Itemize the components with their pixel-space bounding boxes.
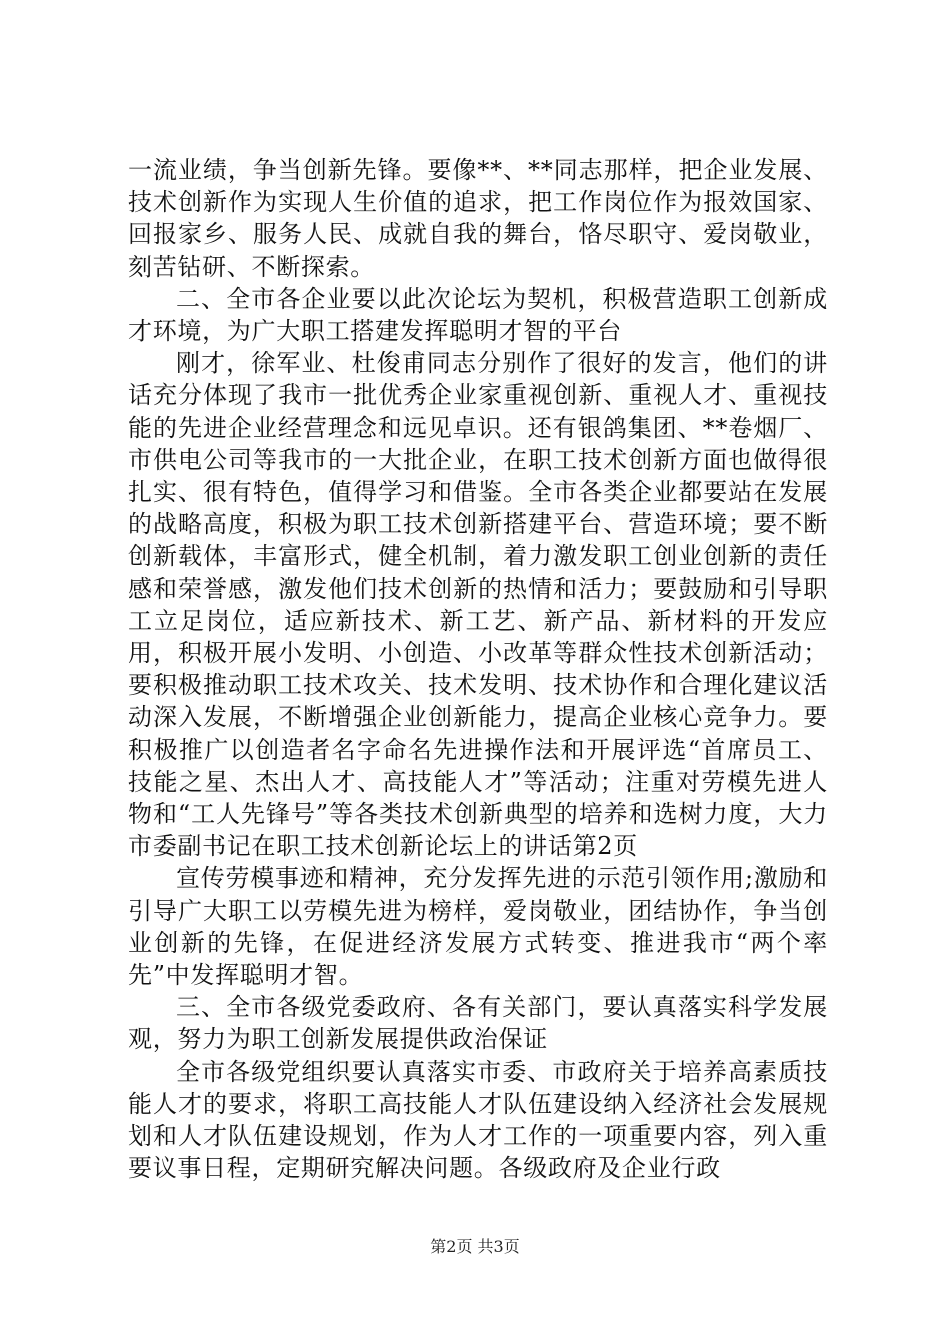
section-heading-3: 三、全市各级党委政府、各有关部门，要认真落实科学发展观，努力为职工创新发展提供政治保证 xyxy=(128,993,828,1054)
document-body xyxy=(128,154,828,1185)
paragraph-continuation: 一流业绩，争当创新先锋。要像**、**同志那样，把企业发展、技术创新作为实现人生价值的追求，把工作岗位作为报效国家、回报家乡、服务人民、成就自我的舞台，恪尽职守、爱岗敬业，刻苦钻研、不断探索。 xyxy=(128,156,828,281)
page-footer: 第2页 共3页 xyxy=(430,1237,520,1256)
section-heading-2: 二、全市各企业要以此次论坛为契机，积极营造职工创新成才环境，为广大职工搭建发挥聪明才智的平台 xyxy=(128,284,828,346)
paragraph: 刚才，徐军业、杜俊甫同志分别作了很好的发言，他们的讲话充分体现了我市一批优秀企业家重视创新、重视人才、重视技能的先进企业经营理念和远见卓识。还有银鸽集团、**卷烟厂、市供电公司等我市的一大批企业，在职工技术创新方面也做得很扎实、很有特色，值得学习和借鉴。全市各类企业都要站在发展的战略高度，积极为职工技术创新搭建平台、营造环境；要不断创新载体，丰富形式，健全机制，着力激发职工创业创新的责任感和荣誉感，激发他们技术创新的热情和活力；要鼓励和引导职工立足岗位，适应新技术、新工艺、新产品、新材料的开发应用，积极开展小发明、小创造、小改革等群众性技术创新活动；要积极推动职工技术攻关、技术发明、技术协作和合理化建议活动深入发展，不断增强企业创新能力，提高企业核心竞争力。要积极推广以创造者名字命名先进操作法和开展评选“首席员工、技能之星、杰出人才、高技能人才”等活动；注重对劳模先进人物和“工人先锋号”等各类技术创新典型的培养和选树力度，大力市委副书记在职工技术创新论坛上的讲话第2页 xyxy=(128,349,828,861)
paragraph: 全市各级党组织要认真落实市委、市政府关于培养高素质技能人才的要求，将职工高技能人才队伍建设纳入经济社会发展规划和人才队伍建设规划，作为人才工作的一项重要内容，列入重要议事日程，定期研究解决问题。各级政府及企业行政 xyxy=(128,1057,828,1183)
paragraph: 宣传劳模事迹和精神，充分发挥先进的示范引领作用;激励和引导广大职工以劳模先进为榜样，爱岗敬业，团结协作，争当创业创新的先锋，在促进经济发展方式转变、推进我市“两个率先”中发挥聪明才智。 xyxy=(128,864,828,990)
